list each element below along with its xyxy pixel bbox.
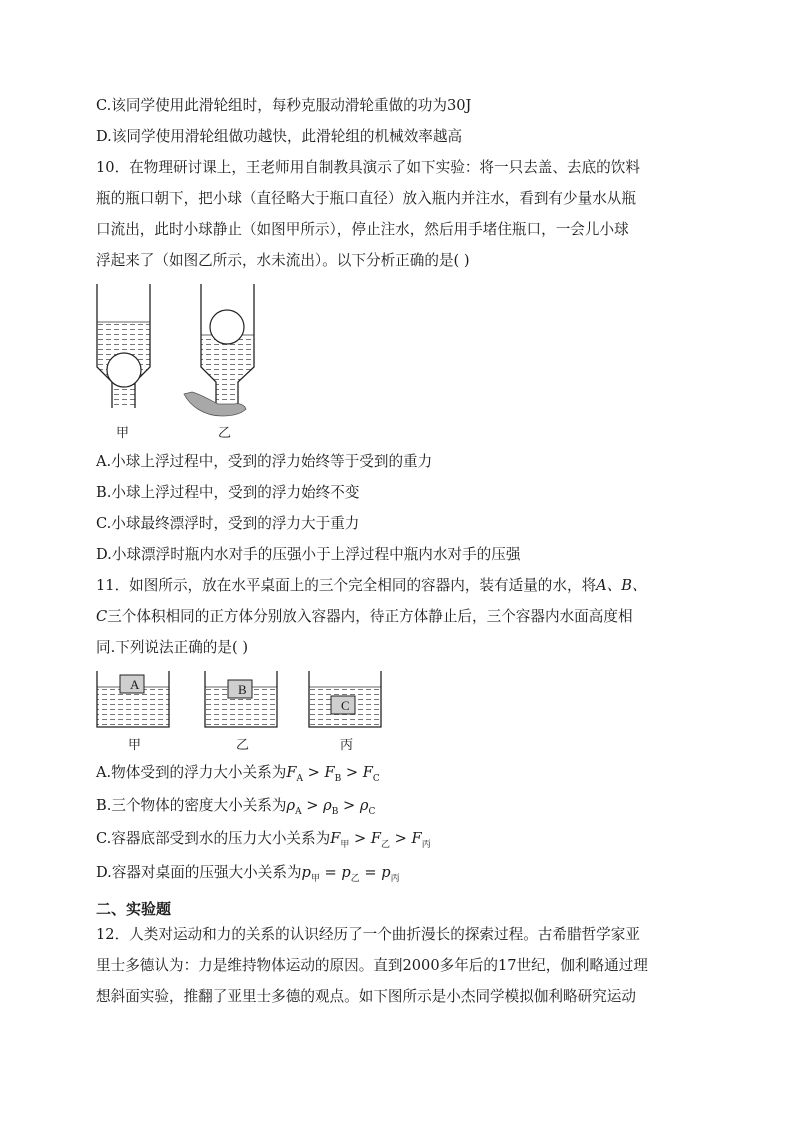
- q12-stem-line-2: 里士多德认为：力是维持物体运动的原因。直到2000多年后的17世纪，伽利略通过理: [96, 957, 648, 974]
- q10-stem-line-2: 瓶的瓶口朝下，把小球（直径略大于瓶口直径）放入瓶内并注水，看到有少量水从瓶: [96, 190, 636, 207]
- q11-option-d: D.容器对桌面的压强大小关系为$p_甲 = p_乙 = p_丙$: [96, 864, 400, 884]
- q11-option-a-math: $F_A > F_B > F_C$: [286, 764, 380, 784]
- q11-option-b-math: $\rho_A > \rho_B > \rho_C$: [286, 797, 376, 817]
- q11-stem-line-1: 11．如图所示，放在水平桌面上的三个完全相同的容器内，装有适量的水，将A、B、: [96, 577, 647, 594]
- q11-option-c-math: $F_甲 > F_乙 > F_丙$: [330, 830, 431, 850]
- q9-option-d: D.该同学使用滑轮组做功越快，此滑轮组的机械效率越高: [96, 128, 463, 145]
- q10-option-d: D.小球漂浮时瓶内水对手的压强小于上浮过程中瓶内水对手的压强: [96, 546, 521, 563]
- q11-option-d-math: $p_甲 = p_乙 = p_丙$: [301, 864, 400, 884]
- q10-stem-line-4: 浮起来了（如图乙所示，水未流出）。以下分析正确的是( ): [96, 252, 470, 269]
- q12-stem-line-3: 想斜面实验，推翻了亚里士多德的观点。如下图所示是小杰同学模拟伽利略研究运动: [96, 988, 636, 1005]
- q10-option-b: B.小球上浮过程中，受到的浮力始终不变: [96, 484, 360, 501]
- q11-stem-line-2: C三个体积相同的正方体分别放入容器内，待正方体静止后，三个容器内水面高度相: [96, 608, 633, 625]
- q11-label-a: 甲: [128, 738, 142, 753]
- q10-stem-line-1: 10．在物理研讨课上，王老师用自制教具演示了如下实验：将一只去盖、去底的饮料: [96, 159, 640, 176]
- q11-label-b: 乙: [236, 738, 250, 753]
- q11-option-b: B.三个物体的密度大小关系为$\rho_A > \rho_B > \rho_C$: [96, 797, 376, 817]
- q11-option-a: A.物体受到的浮力大小关系为$F_A > F_B > F_C$: [96, 764, 380, 784]
- q10-figure-b: [182, 282, 262, 417]
- q11-block-b: B: [238, 682, 247, 697]
- q11-label-c: 丙: [340, 738, 354, 753]
- q10-option-c: C.小球最终漂浮时，受到的浮力大于重力: [96, 515, 360, 532]
- section-title: 二、实验题: [96, 900, 172, 918]
- q11-block-a: A: [130, 677, 140, 692]
- q10-figure-b-label: 乙: [218, 426, 232, 441]
- q9-option-c: C.该同学使用此滑轮组时，每秒克服动滑轮重做的功为30J: [96, 97, 472, 114]
- q11-stem-line-3: 同.下列说法正确的是( ): [96, 639, 249, 656]
- q10-option-a: A.小球上浮过程中，受到的浮力始终等于受到的重力: [96, 453, 433, 470]
- q12-stem-line-1: 12．人类对运动和力的关系的认识经历了一个曲折漫长的探索过程。古希腊哲学家亚: [96, 926, 640, 943]
- q10-figure-a-label: 甲: [116, 426, 130, 441]
- q10-figure-a: [90, 282, 160, 412]
- q11-option-c: C.容器底部受到水的压力大小关系为$F_甲 > F_乙 > F_丙$: [96, 830, 431, 850]
- q11-block-c: C: [341, 698, 350, 713]
- q10-stem-line-3: 口流出，此时小球静止（如图甲所示），停止注水，然后用手堵住瓶口，一会儿小球: [96, 221, 629, 238]
